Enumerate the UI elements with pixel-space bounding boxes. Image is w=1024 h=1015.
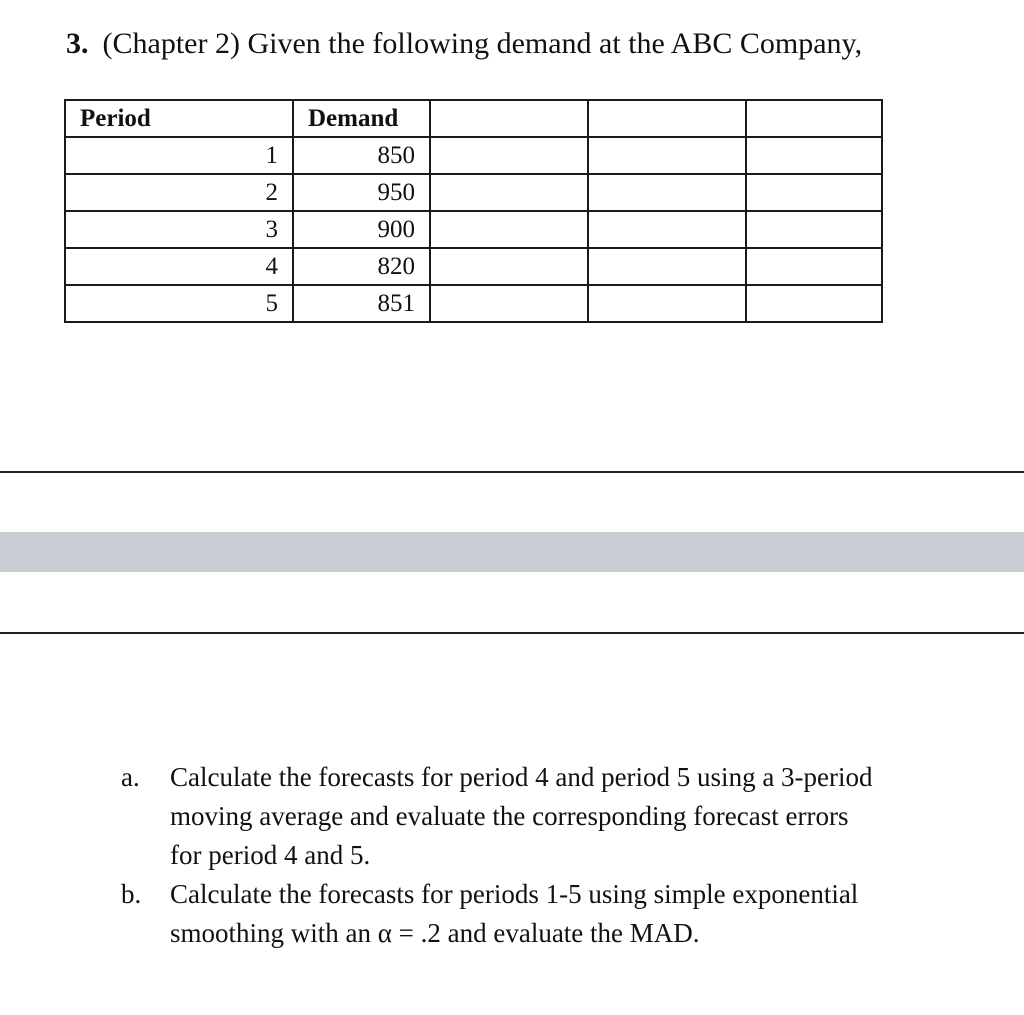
part-b-marker: b. [121, 879, 142, 909]
question-number: 3. [66, 27, 89, 60]
header-empty-4 [588, 100, 746, 137]
part-b-text: Calculate the forecasts for periods 1-5 using simple exponential smoothing with an α = .2 and evaluate the MAD. [170, 879, 859, 948]
demand-cell: 820 [293, 248, 430, 285]
table-row [65, 211, 882, 248]
question-parts [121, 758, 881, 953]
divider-bottom [0, 632, 1024, 634]
empty-cell [746, 211, 882, 248]
period-cell: 1 [65, 137, 293, 174]
header-empty-5 [746, 100, 882, 137]
header-empty-3 [430, 100, 588, 137]
period-cell: 5 [65, 285, 293, 322]
table-row [65, 137, 882, 174]
demand-cell: 950 [293, 174, 430, 211]
empty-cell [430, 285, 588, 322]
table-row [65, 285, 882, 322]
table-row [65, 174, 882, 211]
empty-cell [746, 137, 882, 174]
empty-cell [746, 174, 882, 211]
period-cell: 3 [65, 211, 293, 248]
part-b [121, 875, 881, 953]
gray-band [0, 532, 1024, 572]
empty-cell [588, 174, 746, 211]
period-cell: 4 [65, 248, 293, 285]
period-cell: 2 [65, 174, 293, 211]
demand-cell: 900 [293, 211, 430, 248]
empty-cell [430, 211, 588, 248]
part-a [121, 758, 881, 875]
header-period: Period [65, 100, 293, 137]
table-row [65, 248, 882, 285]
empty-cell [588, 285, 746, 322]
empty-cell [746, 285, 882, 322]
divider-top [0, 471, 1024, 473]
empty-cell [588, 248, 746, 285]
table-header-row [65, 100, 882, 137]
empty-cell [746, 248, 882, 285]
header-demand: Demand [293, 100, 430, 137]
demand-cell: 851 [293, 285, 430, 322]
empty-cell [588, 137, 746, 174]
part-a-marker: a. [121, 762, 140, 792]
question-heading [66, 22, 862, 66]
part-a-text: Calculate the forecasts for period 4 and period 5 using a 3-period moving average and evaluate the corresponding forecast errors for period 4 and 5. [170, 762, 873, 870]
empty-cell [588, 211, 746, 248]
empty-cell [430, 248, 588, 285]
demand-cell: 850 [293, 137, 430, 174]
demand-table [64, 99, 883, 323]
empty-cell [430, 174, 588, 211]
empty-cell [430, 137, 588, 174]
question-text: (Chapter 2) Given the following demand at the ABC Company, [102, 27, 863, 60]
